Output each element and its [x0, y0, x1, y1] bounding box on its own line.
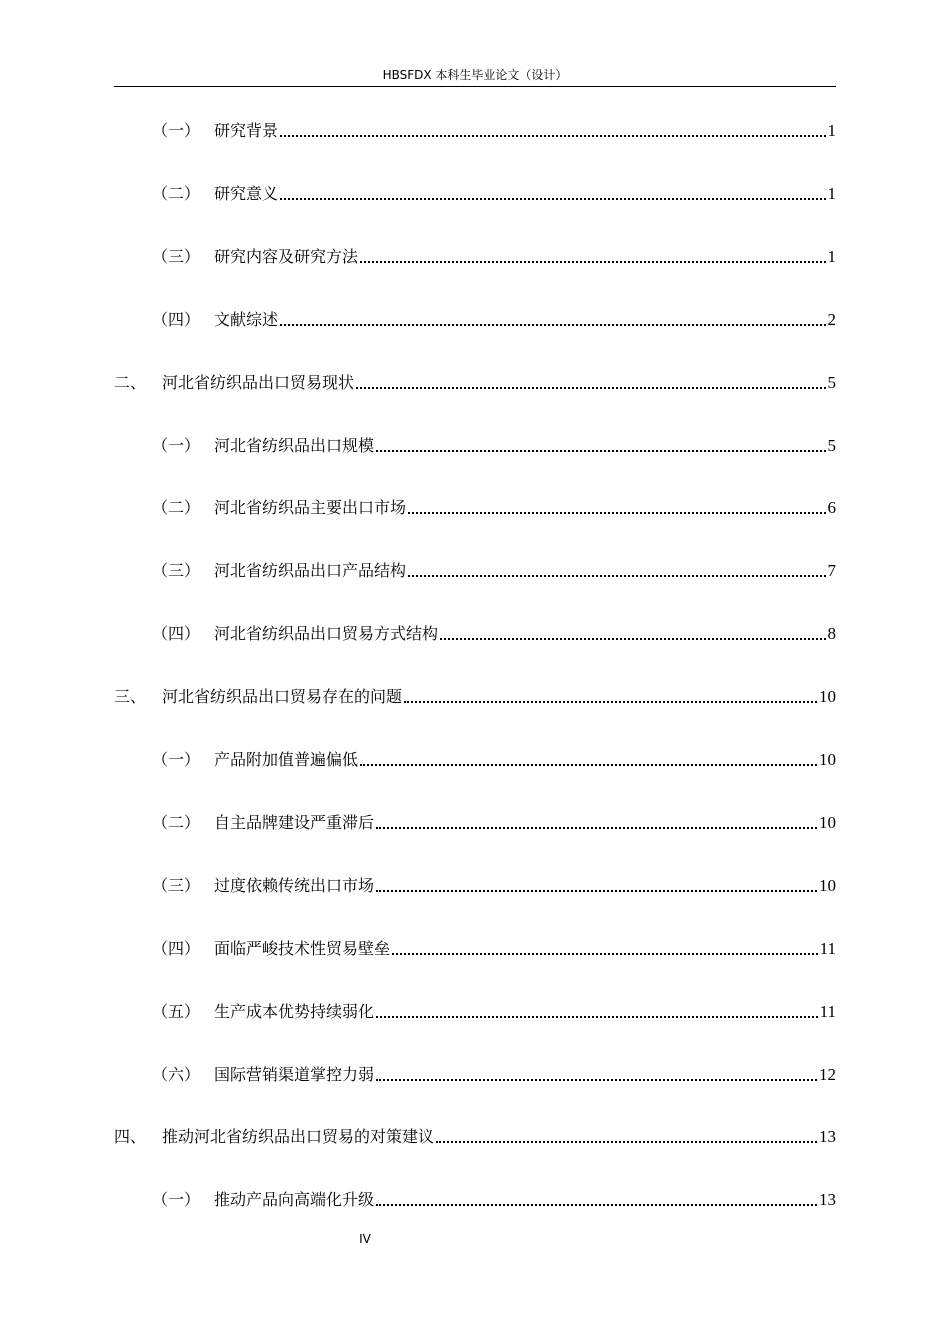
toc-entry-page: 13	[819, 1127, 836, 1146]
toc-entry[interactable]	[152, 118, 836, 142]
toc-dot-leader	[440, 638, 825, 640]
toc-entry-page: 7	[827, 561, 836, 580]
toc-entry-title: 过度依赖传统出口市场	[214, 876, 375, 895]
toc-dot-leader	[376, 1079, 817, 1081]
toc-entry-page: 11	[819, 1002, 836, 1021]
toc-entry[interactable]	[152, 181, 836, 205]
toc-entry-number: （二）	[152, 498, 201, 517]
toc-entry-number: （一）	[152, 750, 201, 769]
toc-entry[interactable]	[152, 810, 836, 834]
toc-dot-leader	[436, 1141, 817, 1143]
toc-entry[interactable]	[152, 433, 836, 457]
toc-entry[interactable]	[152, 558, 836, 582]
toc-dot-leader	[376, 1016, 818, 1018]
toc-entry-page: 2	[827, 310, 836, 329]
toc-entry[interactable]	[152, 873, 836, 897]
toc-entry-title: 推动河北省纺织品出口贸易的对策建议	[162, 1127, 435, 1146]
toc-entry-number: 四、	[114, 1127, 147, 1146]
toc-dot-leader	[376, 450, 825, 452]
toc-entry-number: （六）	[152, 1065, 201, 1084]
header-title: HBSFDX 本科生毕业论文（设计）	[382, 68, 568, 82]
toc-entry-title: 国际营销渠道掌控力弱	[214, 1065, 375, 1084]
toc-entry-title: 河北省纺织品出口产品结构	[214, 561, 407, 580]
toc-entry-number: （一）	[152, 121, 201, 140]
toc-dot-leader	[376, 890, 817, 892]
toc-entry-title: 河北省纺织品出口贸易现状	[162, 373, 355, 392]
toc-entry[interactable]	[114, 370, 836, 394]
toc-entry-number: （三）	[152, 247, 201, 266]
toc-entry-title: 研究内容及研究方法	[214, 247, 359, 266]
toc-entry-title: 河北省纺织品出口规模	[214, 436, 375, 455]
toc-entry-page: 10	[819, 687, 836, 706]
toc-entry-number: （四）	[152, 310, 201, 329]
toc-dot-leader	[404, 701, 817, 703]
toc-dot-leader	[408, 512, 825, 514]
toc-entry-page: 10	[819, 813, 836, 832]
toc-dot-leader	[392, 953, 818, 955]
toc-entry-page: 1	[827, 121, 836, 140]
toc-entry[interactable]	[152, 244, 836, 268]
toc-entry-title: 研究背景	[214, 121, 279, 140]
toc-entry-number: （四）	[152, 624, 201, 643]
toc-entry[interactable]	[152, 1187, 836, 1211]
toc-entry-title: 河北省纺织品出口贸易方式结构	[214, 624, 439, 643]
toc-entry[interactable]	[152, 495, 836, 519]
toc-entry-number: （一）	[152, 1190, 201, 1209]
toc-entry[interactable]	[152, 1062, 836, 1086]
toc-dot-leader	[360, 764, 817, 766]
toc-entry-number: （四）	[152, 939, 201, 958]
toc-entry[interactable]	[152, 936, 836, 960]
toc-entry-number: （二）	[152, 813, 201, 832]
toc-entry-number: （五）	[152, 1002, 201, 1021]
toc-entry-page: 6	[827, 498, 836, 517]
toc-entry-number: 二、	[114, 373, 147, 392]
toc-dot-leader	[280, 324, 825, 326]
toc-entry-number: （一）	[152, 436, 201, 455]
toc-entry[interactable]	[152, 747, 836, 771]
toc-entry-title: 河北省纺织品出口贸易存在的问题	[162, 687, 403, 706]
toc-entry-page: 1	[827, 247, 836, 266]
toc-entry-number: （二）	[152, 184, 201, 203]
toc-entry-page: 11	[819, 939, 836, 958]
toc-entry[interactable]	[114, 1124, 836, 1148]
toc-dot-leader	[376, 1204, 817, 1206]
toc-dot-leader	[408, 575, 825, 577]
toc-entry-title: 自主品牌建设严重滞后	[214, 813, 375, 832]
page-number: IV	[359, 1232, 371, 1246]
toc-entry-number: 三、	[114, 687, 147, 706]
toc-entry-page: 5	[827, 436, 836, 455]
toc-entry-page: 10	[819, 876, 836, 895]
toc-entry-page: 8	[827, 624, 836, 643]
toc-entry[interactable]	[152, 999, 836, 1023]
toc-entry-title: 研究意义	[214, 184, 279, 203]
toc-entry-page: 13	[819, 1190, 836, 1209]
toc-entry-title: 面临严峻技术性贸易壁垒	[214, 939, 391, 958]
toc-entry-page: 1	[827, 184, 836, 203]
toc-entry-number: （三）	[152, 561, 201, 580]
toc-entry-page: 5	[827, 373, 836, 392]
toc-dot-leader	[360, 261, 825, 263]
toc-dot-leader	[376, 827, 817, 829]
toc-entry[interactable]	[114, 684, 836, 708]
toc-entry-title: 产品附加值普遍偏低	[214, 750, 359, 769]
toc-entry-page: 10	[819, 750, 836, 769]
toc-dot-leader	[280, 135, 825, 137]
toc-dot-leader	[280, 198, 825, 200]
toc-entry[interactable]	[152, 621, 836, 645]
toc-entry-title: 文献综述	[214, 310, 279, 329]
toc-entry-title: 生产成本优势持续弱化	[214, 1002, 375, 1021]
toc-dot-leader	[356, 387, 825, 389]
toc-entry-title: 推动产品向高端化升级	[214, 1190, 375, 1209]
toc-entry-number: （三）	[152, 876, 201, 895]
toc-entry-title: 河北省纺织品主要出口市场	[214, 498, 407, 517]
toc-entry-page: 12	[819, 1065, 836, 1084]
toc-entry[interactable]	[152, 307, 836, 331]
